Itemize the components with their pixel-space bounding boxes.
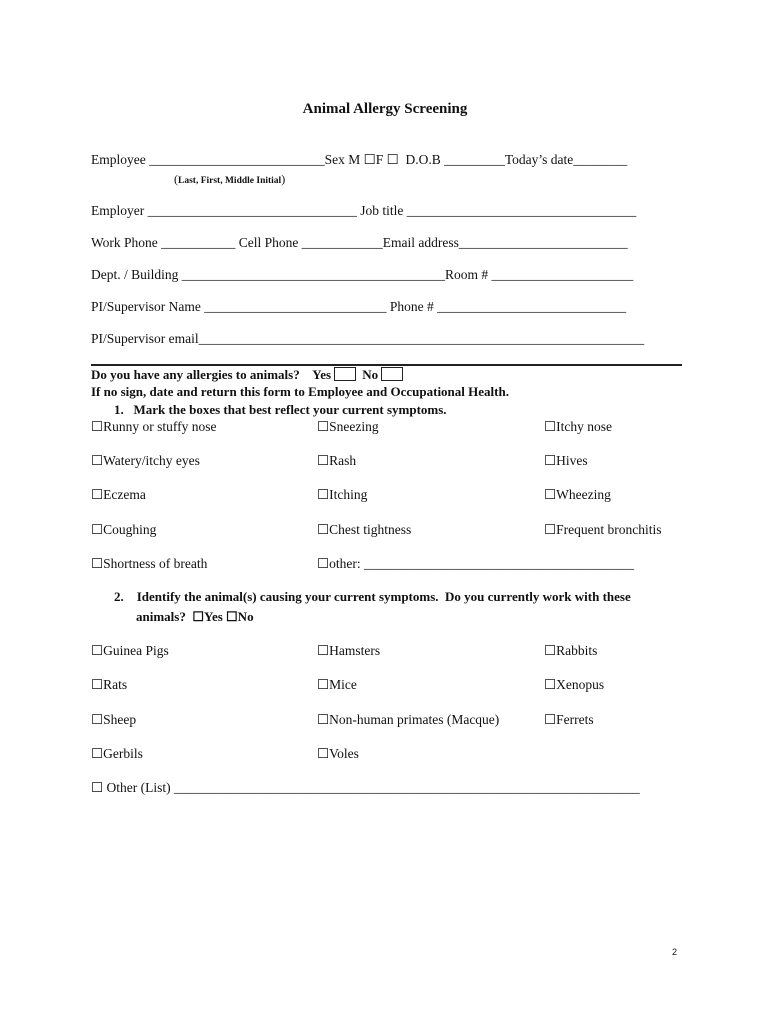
animal-checkbox-item[interactable]: ☐Voles	[317, 745, 359, 761]
no-checkbox[interactable]	[381, 367, 403, 381]
page-number: 2	[672, 947, 678, 957]
symptom-checkbox-item[interactable]: ☐Coughing	[91, 521, 157, 537]
yes-checkbox[interactable]	[334, 367, 356, 381]
allergy-question-text: Do you have any allergies to animals?	[91, 367, 300, 382]
animal-checkbox-item[interactable]: ☐Rats	[91, 677, 128, 693]
section2-heading-line1: 2. Identify the animal(s) causing your current symptoms. Do you currently work with these	[114, 589, 631, 604]
animal-checkbox-item[interactable]: ☐Gerbils	[91, 745, 143, 761]
section2-heading-line2[interactable]: animals? ☐Yes ☐No	[136, 609, 254, 624]
animal-checkbox-item[interactable]: ☐Sheep	[91, 711, 137, 727]
symptom-checkbox-item[interactable]: ☐Wheezing	[544, 487, 611, 503]
instruction-text: If no sign, date and return this form to Employee and Occupational Health.	[91, 384, 509, 399]
symptom-checkbox-item[interactable]: ☐Hives	[544, 453, 588, 469]
symptom-checkbox-item[interactable]: ☐Chest tightness	[317, 521, 412, 537]
section1-heading: 1. Mark the boxes that best reflect your current symptoms.	[114, 402, 447, 417]
symptom-checkbox-item[interactable]: ☐Shortness of breath	[91, 555, 208, 571]
symptom-checkbox-item[interactable]: ☐Rash	[317, 453, 357, 469]
animal-checkbox-item[interactable]: ☐Xenopus	[544, 677, 605, 693]
employer-field-line[interactable]: Employer _______________________________ Job title __________________________________	[91, 203, 637, 218]
name-format-hint: (Last, First, Middle Initial)	[174, 172, 286, 186]
section-divider	[91, 364, 682, 366]
animal-checkbox-item[interactable]: ☐Guinea Pigs	[91, 643, 169, 658]
animal-checkbox-item[interactable]: ☐Ferrets	[544, 711, 594, 727]
animal-checkbox-item[interactable]: ☐Non-human primates (Macque)	[317, 711, 500, 727]
allergy-question	[91, 367, 406, 383]
symptom-checkbox-item[interactable]: ☐Eczema	[91, 487, 146, 503]
animal-checkbox-item[interactable]: ☐Rabbits	[544, 643, 598, 658]
animal-checkbox-item[interactable]: ☐Mice	[317, 677, 357, 693]
supervisor-email-field-line[interactable]: PI/Supervisor email__________________________________________________________________	[91, 331, 645, 346]
dept-field-line[interactable]: Dept. / Building _______________________________________Room # _____________________	[91, 267, 634, 282]
symptom-checkbox-item[interactable]: ☐Itchy nose	[544, 419, 612, 434]
symptom-checkbox-item[interactable]: ☐Sneezing	[317, 419, 379, 434]
no-label: No	[362, 367, 379, 382]
symptom-checkbox-item[interactable]: ☐other: ________________________________________	[317, 555, 634, 571]
form-title: Animal Allergy Screening	[302, 101, 468, 117]
symptom-checkbox-item[interactable]: ☐Runny or stuffy nose	[91, 419, 217, 434]
supervisor-field-line[interactable]: PI/Supervisor Name ___________________________ Phone # ____________________________	[91, 299, 627, 314]
symptom-checkbox-item[interactable]: ☐Watery/itchy eyes	[91, 453, 200, 469]
symptom-checkbox-item[interactable]: ☐Itching	[317, 487, 368, 503]
yes-label: Yes	[312, 367, 332, 382]
employee-field-line[interactable]: Employee __________________________Sex M ☐F ☐ D.O.B _________Today’s date________	[91, 152, 628, 167]
animal-checkbox-item[interactable]: ☐Hamsters	[317, 643, 381, 658]
symptom-checkbox-item[interactable]: ☐Frequent bronchitis	[544, 521, 662, 537]
other-animal-field-line[interactable]: ☐ Other (List) _____________________________________________________________________	[91, 780, 640, 795]
phone-field-line[interactable]: Work Phone ___________ Cell Phone ____________Email address_________________________	[91, 235, 628, 250]
